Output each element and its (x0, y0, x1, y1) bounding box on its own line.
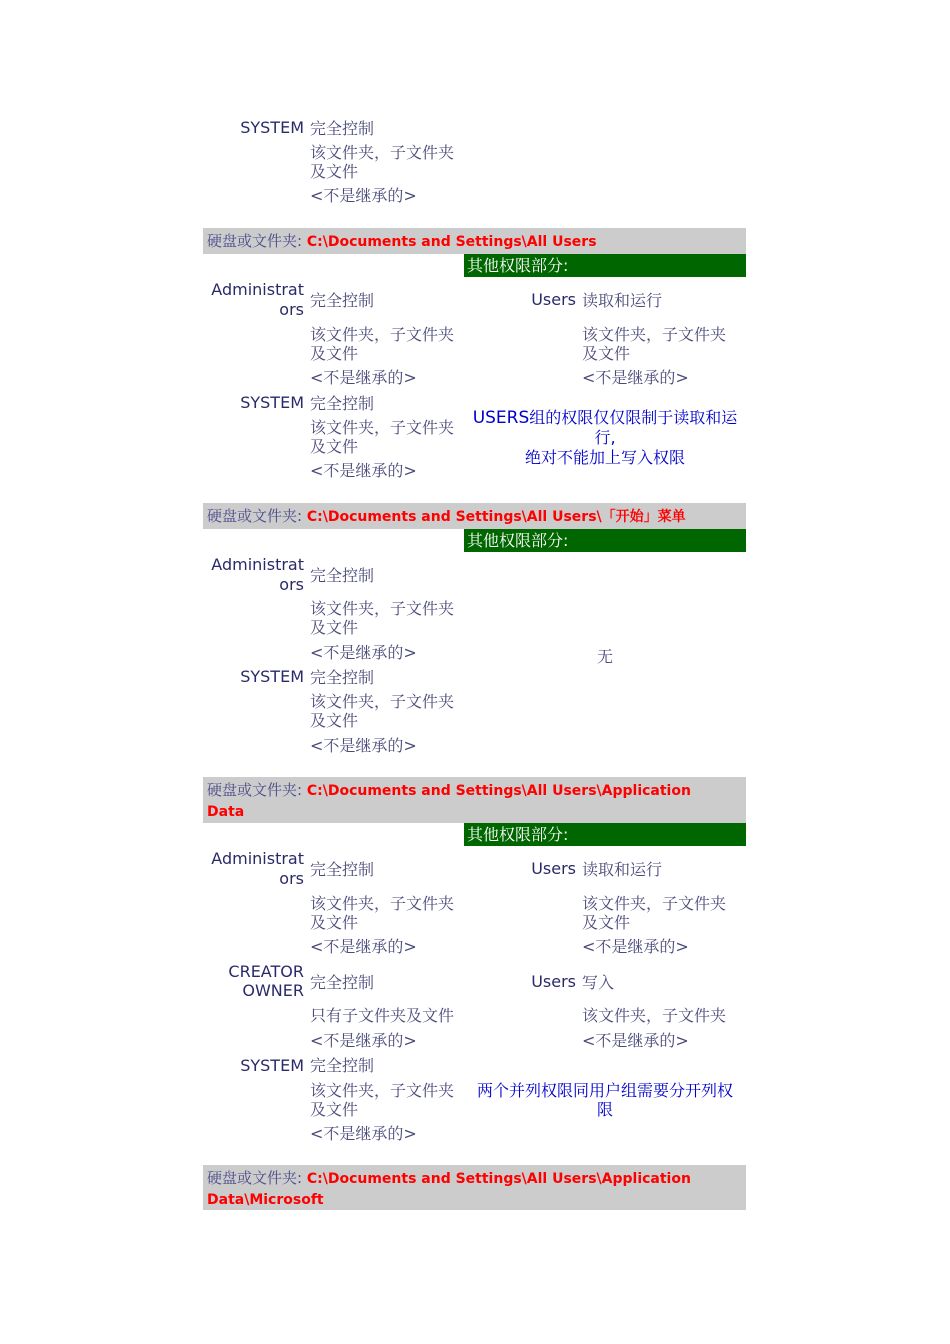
principal-users: Users (531, 290, 576, 309)
perm-read-execute: 读取和运行 (582, 291, 663, 310)
principal-administrators-cont: ors (279, 575, 304, 594)
scope-folder-subfolder: 该文件夹，子文件夹 (582, 894, 727, 913)
perm-full-control: 完全控制 (310, 566, 375, 585)
principal-administrators-cont: ors (279, 869, 304, 888)
section-header-application-data-microsoft (203, 1165, 746, 1210)
folder-path: C:\Documents and Settings\All Users (306, 234, 597, 250)
principal-system: SYSTEM (240, 118, 304, 137)
scope-files: 及文件 (310, 1100, 359, 1119)
perm-write: 写入 (582, 973, 615, 992)
scope-files: 及文件 (310, 618, 359, 637)
scope-folder-subfolder: 该文件夹，子文件夹 (310, 325, 455, 344)
users-note-line2: 行, (594, 428, 616, 447)
not-inherited: <不是继承的> (310, 937, 417, 956)
scope-folder-subfolder: 该文件夹，子文件夹 (310, 599, 455, 618)
not-inherited: <不是继承的> (310, 643, 417, 662)
drive-label: 硬盘或文件夹: (207, 507, 303, 525)
other-perms-header: 其他权限部分: (464, 254, 746, 277)
users-note-line1: USERS组的权限仅仅限制于读取和运 (472, 408, 738, 428)
folder-path: C:\Documents and Settings\All Users\Application (306, 1171, 691, 1187)
no-other-perms: 无 (596, 647, 613, 666)
perm-full-control: 完全控制 (310, 860, 375, 879)
principal-creator-owner: CREATOR (228, 962, 304, 981)
principal-administrators: Administrat (211, 280, 304, 299)
perm-full-control: 完全控制 (310, 668, 375, 687)
perm-full-control: 完全控制 (310, 973, 375, 992)
scope-files: 及文件 (310, 711, 359, 730)
principal-system: SYSTEM (240, 667, 304, 686)
not-inherited: <不是继承的> (310, 1124, 417, 1143)
users-note-line3: 绝对不能加上写入权限 (524, 448, 685, 467)
section-header-start-menu (203, 503, 746, 529)
perm-full-control: 完全控制 (310, 291, 375, 310)
not-inherited: <不是继承的> (310, 368, 417, 387)
scope-folder-subfolder: 该文件夹，子文件夹 (310, 143, 455, 162)
drive-label: 硬盘或文件夹: (207, 232, 303, 250)
principal-administrators-cont: ors (279, 300, 304, 319)
drive-label: 硬盘或文件夹: (207, 1169, 303, 1187)
scope-files: 及文件 (310, 344, 359, 363)
principal-users: Users (531, 972, 576, 991)
scope-folder-subfolder: 该文件夹，子文件夹 (310, 418, 455, 437)
scope-folder-subfolder: 该文件夹，子文件夹 (582, 1006, 727, 1025)
principal-creator-owner-cont: OWNER (242, 981, 304, 1000)
not-inherited: <不是继承的> (582, 937, 689, 956)
not-inherited: <不是继承的> (582, 368, 689, 387)
scope-files: 及文件 (310, 162, 359, 181)
principal-administrators: Administrat (211, 849, 304, 868)
perm-full-control: 完全控制 (310, 119, 375, 138)
not-inherited: <不是继承的> (310, 1031, 417, 1050)
folder-path-cont: Data\Microsoft (207, 1192, 324, 1208)
scope-folder-subfolder: 该文件夹，子文件夹 (310, 692, 455, 711)
not-inherited: <不是继承的> (582, 1031, 689, 1050)
folder-path-cont: Data (207, 804, 245, 820)
scope-folder-subfolder: 该文件夹，子文件夹 (582, 325, 727, 344)
folder-path: C:\Documents and Settings\All Users\Application (306, 783, 691, 799)
scope-subfolders-files-only: 只有子文件夹及文件 (310, 1006, 455, 1025)
other-perms-header: 其他权限部分: (464, 823, 746, 846)
perm-full-control: 完全控制 (310, 1056, 375, 1075)
drive-label: 硬盘或文件夹: (207, 781, 303, 799)
principal-administrators: Administrat (211, 555, 304, 574)
scope-files: 及文件 (582, 344, 631, 363)
not-inherited: <不是继承的> (310, 461, 417, 480)
principal-system: SYSTEM (240, 1056, 304, 1075)
principal-users: Users (531, 859, 576, 878)
users-note-line2: 限 (596, 1100, 613, 1119)
users-note-line1: 两个并列权限同用户组需要分开列权 (476, 1081, 733, 1100)
section-header-application-data (203, 777, 746, 823)
not-inherited: <不是继承的> (310, 736, 417, 755)
other-perms-header: 其他权限部分: (464, 529, 746, 552)
folder-path: C:\Documents and Settings\All Users\「开始」菜单 (306, 509, 686, 525)
scope-files: 及文件 (310, 437, 359, 456)
scope-folder-subfolder: 该文件夹，子文件夹 (310, 1081, 455, 1100)
section-header-all-users (203, 228, 746, 254)
perm-read-execute: 读取和运行 (582, 860, 663, 879)
scope-files: 及文件 (582, 913, 631, 932)
scope-files: 及文件 (310, 913, 359, 932)
not-inherited: <不是继承的> (310, 186, 417, 205)
principal-system: SYSTEM (240, 393, 304, 412)
scope-folder-subfolder: 该文件夹，子文件夹 (310, 894, 455, 913)
perm-full-control: 完全控制 (310, 394, 375, 413)
